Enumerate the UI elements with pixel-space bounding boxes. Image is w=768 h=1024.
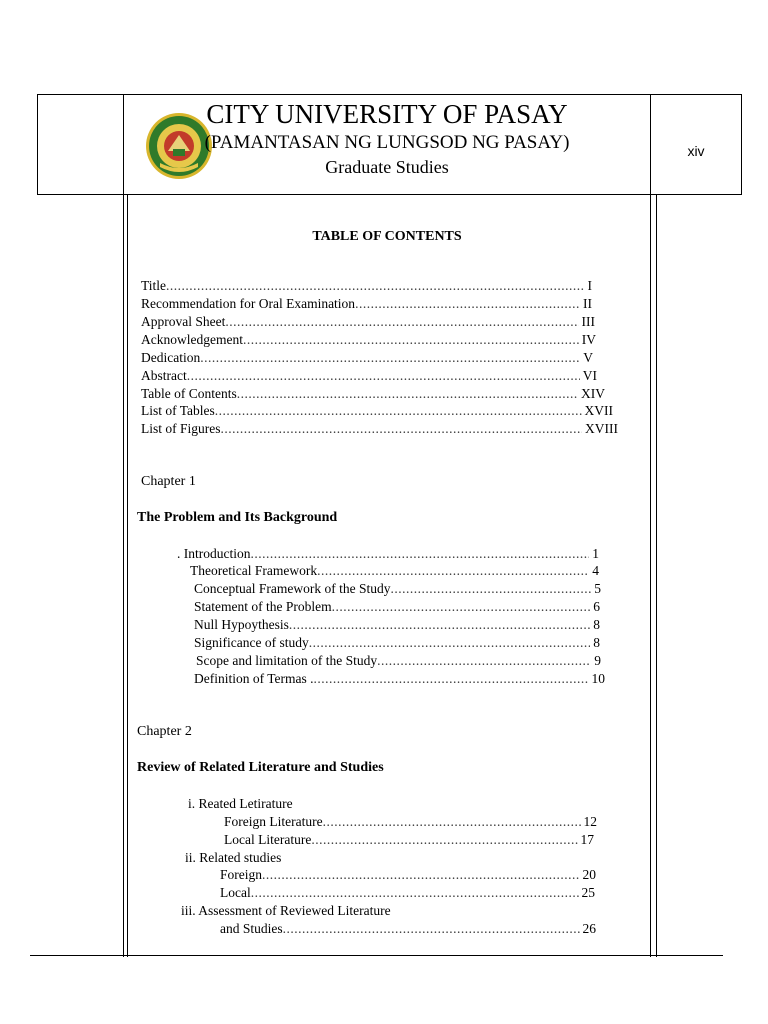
page-right-border-2 [656,194,657,957]
toc-entry-label: and Studies [220,921,283,936]
toc-entry-page: XVII [584,403,613,418]
toc-entry [194,670,605,687]
chapter-1-title: The Problem and Its Background [137,510,338,525]
toc-entry-label: Theoretical Framework [190,563,318,578]
toc-entry-page: III [581,314,595,329]
toc-entry [220,920,596,937]
toc-entry [220,866,596,883]
toc-entry-page: 17 [580,832,594,847]
toc-entry [141,313,595,330]
toc-entry [141,349,593,366]
chapter-1-label: Chapter 1 [141,474,196,489]
toc-heading: TABLE OF CONTENTS [312,229,462,244]
toc-entry-label: Scope and limitation of the Study [196,653,378,668]
toc-entry-page: I [587,278,592,293]
page-bottom-border [30,955,723,956]
chapter-2-label: Chapter 2 [137,724,192,739]
toc-entry-page: 9 [594,653,601,668]
toc-entry-label: Recommendation for Oral Examination [141,296,356,311]
toc-entry-label: . Introduction [177,546,251,561]
toc-entry-page: 8 [593,635,600,650]
page-number: xiv [687,143,705,159]
toc-entry-page: 26 [582,921,596,936]
university-subtitle: (PAMANTASAN NG LUNGSOD NG PASAY) [204,132,570,153]
toc-entry-page: 4 [592,563,599,578]
toc-entry [196,652,601,669]
toc-entry-page: 12 [583,814,597,829]
toc-entry-label: Abstract [141,368,187,383]
toc-entry-page: XIV [581,386,605,401]
toc-entry [141,385,605,402]
chapter-2-title: Review of Related Literature and Studies [137,760,384,775]
toc-entry-page: 1 [592,546,599,561]
header-right-border [741,94,742,195]
toc-entry [224,831,594,848]
toc-entry [141,295,592,312]
toc-entry-label: Foreign Literature [224,814,323,829]
toc-entry [194,634,600,651]
toc-entry-label: Acknowledgement [141,332,243,347]
section-heading: iii. Assessment of Reviewed Literature [181,903,391,918]
toc-entry-label: Title [141,278,167,293]
toc-entry-page: 8 [593,617,600,632]
header-left-border [37,94,38,195]
toc-entry-label: Table of Contents [141,386,237,401]
toc-entry-label: Significance of study [194,635,309,650]
toc-entry [194,598,600,615]
page-left-border-2 [127,194,128,957]
section-heading: i. Reated Letirature [188,796,293,811]
section-heading: ii. Related studies [185,850,282,865]
toc-entry-label: Foreign [220,867,262,882]
toc-entry-label: Local [220,885,251,900]
toc-entry [190,562,599,579]
header-bottom-border [37,194,742,195]
toc-entry-label: Local Literature [224,832,312,847]
toc-entry-page: XVIII [585,421,618,436]
toc-entry [141,402,613,419]
toc-entry-label: Definition of Termas . [194,671,314,686]
toc-entry-label: Dedication [141,350,201,365]
department-name: Graduate Studies [325,157,449,177]
page-right-border [650,94,651,957]
toc-entry-page: 10 [591,671,605,686]
toc-entry-label: Approval Sheet [141,314,226,329]
toc-entry-label: List of Tables [141,403,215,418]
toc-entry-label: Conceptual Framework of the Study [194,581,391,596]
toc-entry-page: II [583,296,592,311]
toc-entry [177,545,599,562]
toc-entry-page: 25 [581,885,595,900]
toc-entry [141,331,596,348]
toc-entry-label: Statement of the Problem [194,599,332,614]
toc-entry [141,277,592,294]
toc-entry-page: VI [582,368,597,383]
toc-entry-page: 6 [593,599,600,614]
toc-entry-page: IV [581,332,596,347]
toc-entry [141,367,597,384]
university-name: CITY UNIVERSITY OF PASAY [206,99,568,129]
toc-entry [224,813,597,830]
toc-entry-page: 5 [594,581,601,596]
toc-entry-page: V [583,350,593,365]
header-top-border [37,94,742,95]
toc-entry-page: 20 [582,867,596,882]
toc-entry-label: List of Figures [141,421,221,436]
toc-entry [194,616,600,633]
toc-entry [141,420,618,437]
toc-entry [220,884,595,901]
page-left-border [123,94,124,957]
toc-entry-label: Null Hypoythesis [194,617,289,632]
toc-entry [194,580,601,597]
